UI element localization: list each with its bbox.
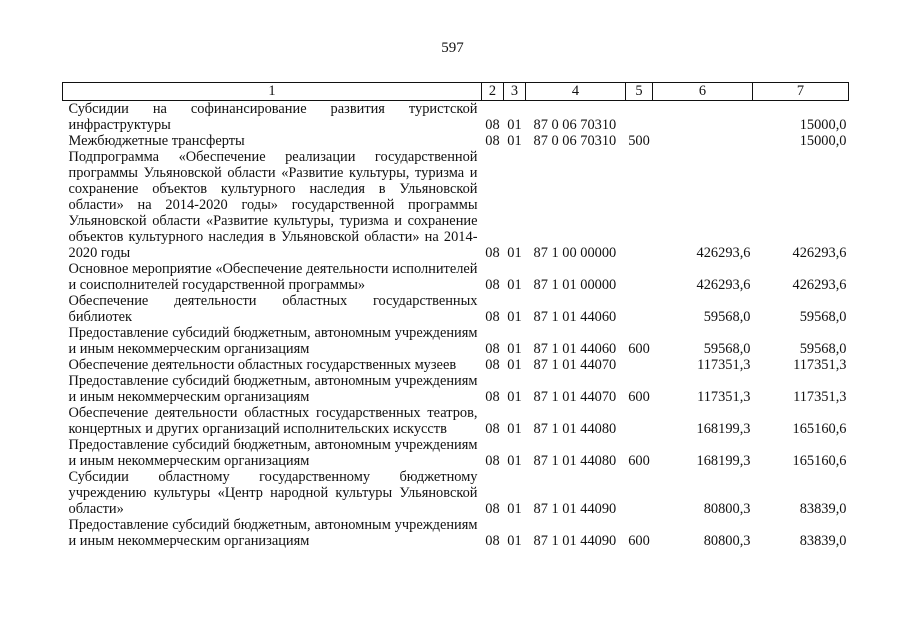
expense-type-code [626, 469, 653, 517]
target-article-code: 87 1 01 44070 [533, 389, 617, 405]
expense-type-code [626, 357, 653, 373]
table-row [63, 149, 849, 261]
target-article-code: 87 1 01 44090 [533, 501, 617, 517]
amount-year-1: 80800,3 [703, 533, 751, 549]
header-row [63, 83, 849, 101]
column-header-4: 4 [526, 83, 626, 101]
expense-type-code [626, 261, 653, 293]
subsection-code: 01 [507, 117, 522, 133]
row-description: Подпрограмма «Обеспечение реализации государственной программы Ульяновской области «Развитие культуры, туризма и сохранение объектов культурного наследия в Ульяновской области» на 2014-2020 годы» государственной программы Ульяновской области «Развитие культуры, туризма и сохранение объектов культурного наследия в Ульяновской области» на 2014-2020 годы [68, 149, 478, 261]
row-description: Межбюджетные трансферты [68, 133, 245, 149]
table-row [63, 261, 849, 293]
table-row [63, 437, 849, 469]
table-row [63, 469, 849, 517]
row-description: Предоставление субсидий бюджетным, автономным учреждениям и иным некоммерческим организациям [68, 373, 478, 405]
target-article-code: 87 1 01 44070 [533, 357, 617, 373]
target-article-code: 87 1 01 44090 [533, 533, 617, 549]
subsection-code: 01 [507, 133, 522, 149]
target-article-code: 87 1 01 44080 [533, 421, 617, 437]
amount-year-2: 165160,6 [792, 453, 847, 469]
row-description: Предоставление субсидий бюджетным, автономным учреждениям и иным некоммерческим организациям [68, 437, 478, 469]
column-header-1: 1 [63, 83, 482, 101]
amount-year-2: 83839,0 [799, 533, 847, 549]
table-row [63, 517, 849, 549]
column-header-7: 7 [753, 83, 849, 101]
table-row [63, 101, 849, 134]
expense-type-code [626, 101, 653, 134]
expense-type-code [626, 293, 653, 325]
section-code: 08 [485, 501, 500, 517]
amount-year-2: 59568,0 [799, 341, 847, 357]
amount-year-1: 168199,3 [696, 421, 751, 437]
subsection-code: 01 [507, 309, 522, 325]
row-description: Субсидии на софинансирование развития туристской инфраструктуры [68, 101, 478, 133]
section-code: 08 [485, 117, 500, 133]
expense-type-code [626, 405, 653, 437]
row-description: Предоставление субсидий бюджетным, автономным учреждениям и иным некоммерческим организациям [68, 325, 478, 357]
section-code: 08 [485, 421, 500, 437]
target-article-code: 87 1 01 44060 [533, 341, 617, 357]
column-header-5: 5 [626, 83, 653, 101]
expense-type-code: 600 [628, 389, 650, 405]
subsection-code: 01 [507, 421, 522, 437]
section-code: 08 [485, 357, 500, 373]
target-article-code: 87 1 01 44060 [533, 309, 617, 325]
table-row [63, 405, 849, 437]
row-description: Субсидии областному государственному бюджетному учреждению культуры «Центр народной культуры Ульяновской области» [68, 469, 478, 517]
table-row [63, 133, 849, 149]
amount-year-2: 165160,6 [792, 421, 847, 437]
table-row [63, 293, 849, 325]
amount-year-1: 117351,3 [697, 389, 751, 405]
row-description: Обеспечение деятельности областных государственных театров, концертных и других организаций исполнительских искусств [68, 405, 478, 437]
amount-year-1 [653, 133, 753, 149]
subsection-code: 01 [507, 501, 522, 517]
amount-year-1: 80800,3 [703, 501, 751, 517]
row-description: Обеспечение деятельности областных государственных музеев [68, 357, 457, 373]
section-code: 08 [485, 389, 500, 405]
target-article-code: 87 1 01 44080 [533, 453, 617, 469]
amount-year-1: 426293,6 [696, 245, 751, 261]
column-header-2: 2 [482, 83, 504, 101]
target-article-code: 87 0 06 70310 [533, 133, 617, 149]
section-code: 08 [485, 453, 500, 469]
subsection-code: 01 [507, 453, 522, 469]
section-code: 08 [485, 341, 500, 357]
table-row [63, 357, 849, 373]
amount-year-2: 15000,0 [799, 117, 847, 133]
subsection-code: 01 [507, 533, 522, 549]
target-article-code: 87 0 06 70310 [533, 117, 617, 133]
expense-type-code: 600 [628, 533, 650, 549]
amount-year-1: 59568,0 [703, 309, 751, 325]
target-article-code: 87 1 01 00000 [533, 277, 617, 293]
expense-type-code [626, 149, 653, 261]
amount-year-1: 168199,3 [696, 453, 751, 469]
amount-year-2: 83839,0 [799, 501, 847, 517]
subsection-code: 01 [507, 245, 522, 261]
section-code: 08 [485, 277, 500, 293]
page-number: 597 [441, 40, 464, 56]
amount-year-2: 426293,6 [792, 277, 847, 293]
row-description: Обеспечение деятельности областных государственных библиотек [68, 293, 478, 325]
expense-type-code: 500 [628, 133, 650, 149]
table-header [63, 83, 849, 101]
amount-year-1: 426293,6 [696, 277, 751, 293]
table-body [63, 101, 849, 550]
row-description: Предоставление субсидий бюджетным, автономным учреждениям и иным некоммерческим организациям [68, 517, 478, 549]
budget-table [62, 82, 849, 549]
amount-year-1: 117351,3 [697, 357, 751, 373]
section-code: 08 [485, 133, 500, 149]
subsection-code: 01 [507, 341, 522, 357]
subsection-code: 01 [507, 277, 522, 293]
subsection-code: 01 [507, 357, 522, 373]
amount-year-1 [653, 101, 753, 134]
amount-year-2: 426293,6 [792, 245, 847, 261]
column-header-3: 3 [504, 83, 526, 101]
expense-type-code: 600 [628, 453, 650, 469]
amount-year-2: 15000,0 [799, 133, 847, 149]
section-code: 08 [485, 245, 500, 261]
expense-type-code: 600 [628, 341, 650, 357]
table-row [63, 325, 849, 357]
subsection-code: 01 [507, 389, 522, 405]
amount-year-1: 59568,0 [703, 341, 751, 357]
target-article-code: 87 1 00 00000 [533, 245, 617, 261]
amount-year-2: 59568,0 [799, 309, 847, 325]
amount-year-2: 117351,3 [793, 357, 847, 373]
amount-year-2: 117351,3 [793, 389, 847, 405]
table-row [63, 373, 849, 405]
column-header-6: 6 [653, 83, 753, 101]
row-description: Основное мероприятие «Обеспечение деятельности исполнителей и соисполнителей государственной программы» [68, 261, 478, 293]
section-code: 08 [485, 309, 500, 325]
section-code: 08 [485, 533, 500, 549]
